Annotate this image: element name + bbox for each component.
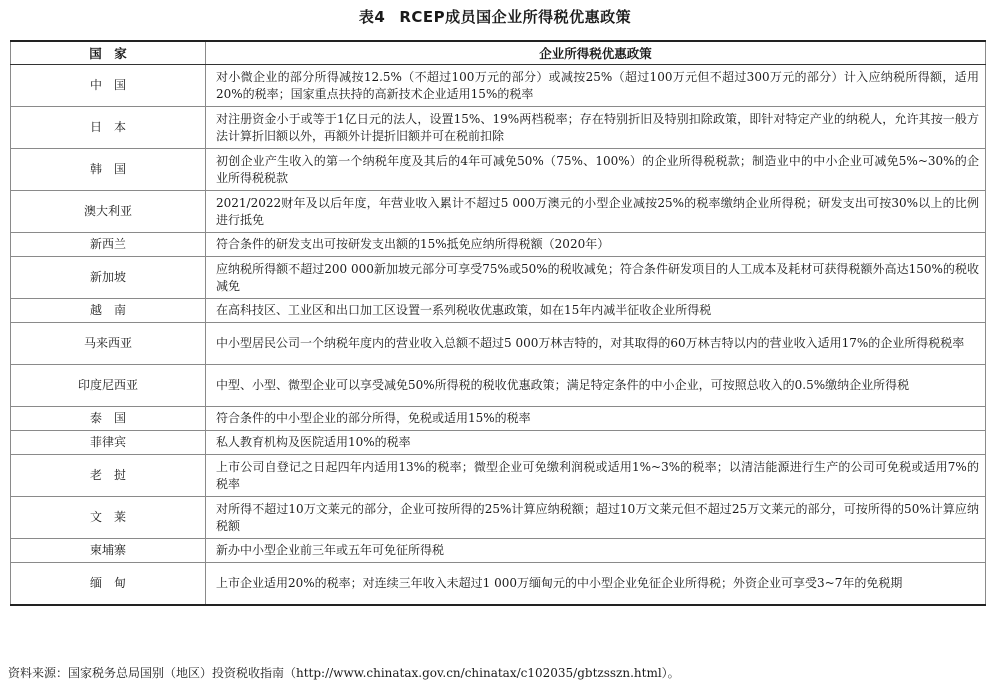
header-country: 国 家 <box>11 41 206 65</box>
table-row <box>11 191 986 233</box>
table-row <box>11 539 986 563</box>
table-title-text: RCEP成员国企业所得税优惠政策 <box>399 8 632 26</box>
country-cell: 日 本 <box>11 107 206 149</box>
table-row <box>11 299 986 323</box>
table-row <box>11 455 986 497</box>
policy-cell: 上市企业适用20%的税率；对连续三年收入未超过1 000万缅甸元的中小型企业免征企业所得税；外资企业可享受3~7年的免税期 <box>206 563 986 606</box>
country-cell: 泰 国 <box>11 407 206 431</box>
policy-cell: 2021/2022财年及以后年度，年营业收入累计不超过5 000万澳元的小型企业减按25%的税率缴纳企业所得税；研发支出可按30%以上的比例进行抵免 <box>206 191 986 233</box>
policy-cell: 符合条件的研发支出可按研发支出额的15%抵免应纳所得税额（2020年） <box>206 233 986 257</box>
country-cell: 菲律宾 <box>11 431 206 455</box>
country-cell: 印度尼西亚 <box>11 365 206 407</box>
table-row <box>11 149 986 191</box>
tax-policy-table <box>10 40 986 606</box>
country-cell: 韩 国 <box>11 149 206 191</box>
table-row <box>11 563 986 606</box>
country-cell: 越 南 <box>11 299 206 323</box>
table-number: 表4 <box>358 8 386 26</box>
table-row <box>11 407 986 431</box>
country-cell: 老 挝 <box>11 455 206 497</box>
policy-cell: 应纳税所得额不超过200 000新加坡元部分可享受75%或50%的税收减免；符合条件研发项目的人工成本及耗材可获得税额外高达150%的税收减免 <box>206 257 986 299</box>
policy-cell: 上市公司自登记之日起四年内适用13%的税率；微型企业可免缴利润税或适用1%~3%的税率；以清洁能源进行生产的公司可免税或适用7%的税率 <box>206 455 986 497</box>
country-cell: 新西兰 <box>11 233 206 257</box>
policy-cell: 私人教育机构及医院适用10%的税率 <box>206 431 986 455</box>
country-cell: 缅 甸 <box>11 563 206 606</box>
policy-cell: 对所得不超过10万文莱元的部分，企业可按所得的25%计算应纳税额；超过10万文莱元但不超过25万文莱元的部分，可按所得的50%计算应纳税额 <box>206 497 986 539</box>
table-row <box>11 257 986 299</box>
table-row <box>11 431 986 455</box>
source-note: 资料来源：国家税务总局国别（地区）投资税收指南（http://www.chinatax.gov.cn/chinatax/c102035/gbtzsszn.html）。 <box>8 666 680 680</box>
table-row <box>11 497 986 539</box>
policy-cell: 中小型居民公司一个纳税年度内的营业收入总额不超过5 000万林吉特的，对其取得的60万林吉特以内的营业收入适用17%的企业所得税税率 <box>206 323 986 365</box>
table-row <box>11 65 986 107</box>
policy-cell: 初创企业产生收入的第一个纳税年度及其后的4年可减免50%（75%、100%）的企业所得税税款；制造业中的中小企业可减免5%~30%的企业所得税税款 <box>206 149 986 191</box>
policy-cell: 在高科技区、工业区和出口加工区设置一系列税收优惠政策，如在15年内减半征收企业所得税 <box>206 299 986 323</box>
table-row <box>11 233 986 257</box>
policy-cell: 符合条件的中小型企业的部分所得，免税或适用15%的税率 <box>206 407 986 431</box>
policy-cell: 对小微企业的部分所得减按12.5%（不超过100万元的部分）或减按25%（超过100万元但不超过300万元的部分）计入应纳税所得额，适用20%的税率；国家重点扶持的高新技术企业适用15%的税率 <box>206 65 986 107</box>
header-policy: 企业所得税优惠政策 <box>206 41 986 65</box>
country-cell: 新加坡 <box>11 257 206 299</box>
table-header-row <box>11 41 986 65</box>
policy-cell: 对注册资金小于或等于1亿日元的法人，设置15%、19%两档税率；存在特别折旧及特别扣除政策，即针对特定产业的纳税人，允许其按一般方法计算折旧额以外，再额外计提折旧额并可在税前扣除 <box>206 107 986 149</box>
country-cell: 马来西亚 <box>11 323 206 365</box>
table-row <box>11 107 986 149</box>
table-row <box>11 323 986 365</box>
country-cell: 澳大利亚 <box>11 191 206 233</box>
policy-cell: 新办中小型企业前三年或五年可免征所得税 <box>206 539 986 563</box>
policy-cell: 中型、小型、微型企业可以享受减免50%所得税的税收优惠政策；满足特定条件的中小企业，可按照总收入的0.5%缴纳企业所得税 <box>206 365 986 407</box>
country-cell: 中 国 <box>11 65 206 107</box>
table-title <box>0 6 990 27</box>
country-cell: 柬埔寨 <box>11 539 206 563</box>
country-cell: 文 莱 <box>11 497 206 539</box>
table-row <box>11 365 986 407</box>
